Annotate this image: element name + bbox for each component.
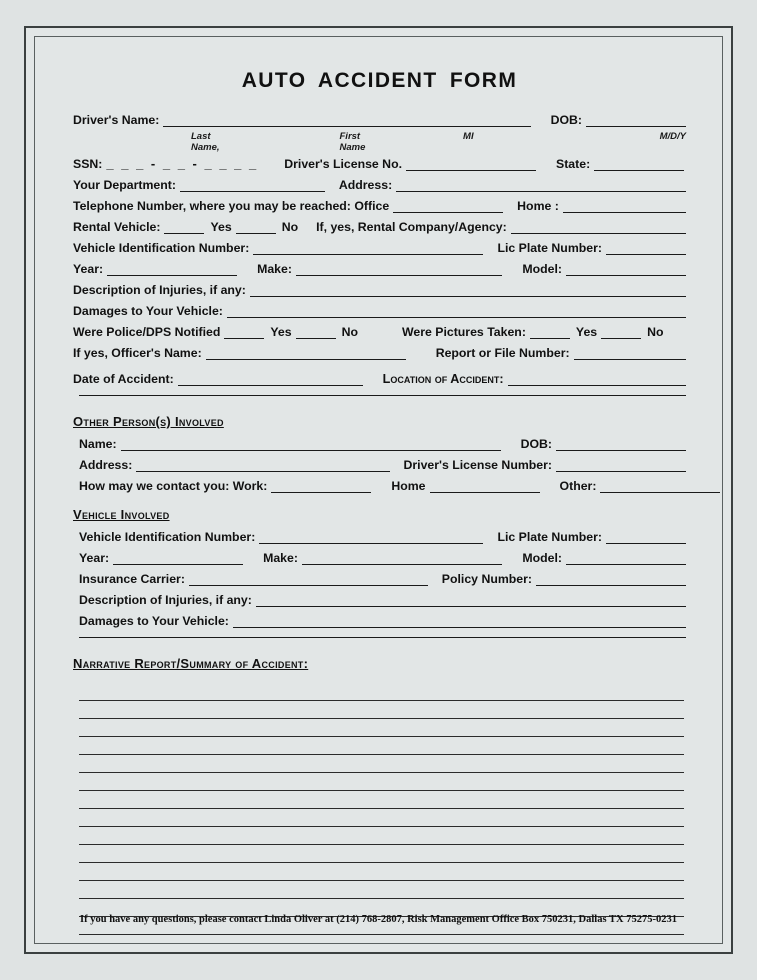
- date-of-accident-label: Date of Accident:: [73, 372, 174, 386]
- year-input[interactable]: [107, 262, 237, 276]
- row-police-pictures: [73, 325, 686, 339]
- rental-yes-checkbox[interactable]: [164, 220, 204, 234]
- lic-plate-input[interactable]: [606, 241, 686, 255]
- sublabel-last-name: Last Name,: [191, 131, 220, 153]
- drivers-license-label: Driver's License No.: [284, 157, 402, 171]
- sublabel-mi: MI: [463, 131, 474, 142]
- other-name-label: Name:: [79, 437, 117, 451]
- narrative-line[interactable]: [79, 755, 684, 773]
- involved-lic-plate-input[interactable]: [606, 530, 686, 544]
- address-label: Address:: [338, 178, 393, 192]
- state-label: State:: [556, 157, 591, 171]
- ssn-input[interactable]: _ _ _ - _ _ - _ _ _ _: [106, 156, 259, 171]
- office-phone-input[interactable]: [393, 199, 503, 213]
- pictures-no-checkbox[interactable]: [601, 325, 641, 339]
- involved-vin-label: Vehicle Identification Number:: [79, 530, 256, 544]
- other-license-input[interactable]: [556, 458, 686, 472]
- pictures-yes-label: Yes: [575, 325, 598, 339]
- row-injuries: [73, 283, 686, 297]
- involved-model-label: Model:: [522, 551, 562, 565]
- involved-injuries-input[interactable]: [256, 593, 686, 607]
- police-no-label: No: [341, 325, 358, 339]
- police-yes-checkbox[interactable]: [224, 325, 264, 339]
- other-contact-label: How may we contact you: Work:: [79, 479, 268, 493]
- date-of-accident-input[interactable]: [178, 372, 363, 386]
- other-home-phone-input[interactable]: [430, 479, 540, 493]
- other-other-label: Other:: [559, 479, 597, 493]
- drivers-name-label: Driver's Name:: [73, 113, 160, 127]
- other-name-input[interactable]: [121, 437, 501, 451]
- police-yes-label: Yes: [270, 325, 292, 339]
- location-of-accident-label: Location of Accident:: [382, 372, 504, 386]
- involved-injuries-label: Description of Injuries, if any:: [79, 593, 252, 607]
- section-vehicle-involved-heading: Vehicle Involved: [73, 507, 170, 522]
- rental-yes-label: Yes: [210, 220, 232, 234]
- rental-no-label: No: [281, 220, 299, 234]
- row-involved-damages: [79, 614, 686, 628]
- footer-contact-note: If you have any questions, please contact Linda Oliver at (214) 768-2807, Risk Management Office Box 750231, Dallas TX 75275-0231: [80, 914, 677, 925]
- officer-name-label: If yes, Officer's Name:: [73, 346, 202, 360]
- row-damages: [73, 304, 686, 318]
- location-of-accident-input[interactable]: [508, 372, 686, 386]
- make-input[interactable]: [296, 262, 502, 276]
- narrative-line[interactable]: [79, 863, 684, 881]
- form-page-inner: [34, 36, 723, 944]
- damages-input[interactable]: [227, 304, 686, 318]
- location-of-accident-continuation[interactable]: [79, 395, 686, 396]
- address-input[interactable]: [396, 178, 686, 192]
- rental-no-checkbox[interactable]: [236, 220, 276, 234]
- vin-label: Vehicle Identification Number:: [73, 241, 250, 255]
- row-telephone: [73, 199, 686, 213]
- involved-damages-label: Damages to Your Vehicle:: [79, 614, 229, 628]
- section-narrative-heading: Narrative Report/Summary of Accident:: [73, 656, 309, 671]
- home-phone-label: Home :: [517, 199, 559, 213]
- pictures-yes-checkbox[interactable]: [530, 325, 570, 339]
- other-dob-label: DOB:: [520, 437, 552, 451]
- report-number-label: Report or File Number:: [435, 346, 570, 360]
- narrative-line[interactable]: [79, 701, 684, 719]
- rental-vehicle-label: Rental Vehicle:: [73, 220, 161, 234]
- year-label: Year:: [73, 262, 104, 276]
- insurance-carrier-input[interactable]: [189, 572, 428, 586]
- policy-number-label: Policy Number:: [441, 572, 532, 586]
- lic-plate-label: Lic Plate Number:: [497, 241, 602, 255]
- damages-label: Damages to Your Vehicle:: [73, 304, 223, 318]
- insurance-carrier-label: Insurance Carrier:: [79, 572, 185, 586]
- row-year-make-model: [73, 262, 686, 276]
- ssn-label: SSN:: [73, 157, 103, 171]
- drivers-name-input[interactable]: [163, 113, 530, 127]
- narrative-line[interactable]: [79, 683, 684, 701]
- rental-company-label: If, yes, Rental Company/Agency:: [316, 220, 507, 234]
- narrative-line[interactable]: [79, 809, 684, 827]
- sublabel-first-name: First Name: [339, 131, 366, 153]
- row-drivers-name: [73, 113, 686, 127]
- department-label: Your Department:: [73, 178, 176, 192]
- row-involved-injuries: [79, 593, 686, 607]
- model-input[interactable]: [566, 262, 686, 276]
- form-page: [24, 26, 733, 954]
- narrative-line[interactable]: [79, 791, 684, 809]
- other-dob-input[interactable]: [556, 437, 686, 451]
- row-involved-vin: [79, 530, 686, 544]
- dob-input[interactable]: [586, 113, 686, 127]
- rental-company-input[interactable]: [511, 220, 686, 234]
- pictures-taken-label: Were Pictures Taken:: [401, 325, 526, 339]
- police-no-checkbox[interactable]: [296, 325, 336, 339]
- dob-label: DOB:: [550, 113, 582, 127]
- row-involved-year-make-model: [79, 551, 686, 565]
- department-input[interactable]: [180, 178, 325, 192]
- state-input[interactable]: [594, 157, 684, 171]
- report-number-input[interactable]: [574, 346, 686, 360]
- narrative-line[interactable]: [79, 845, 684, 863]
- row-ssn: [73, 156, 686, 171]
- narrative-lines: [73, 683, 686, 935]
- involved-make-input[interactable]: [302, 551, 502, 565]
- narrative-line[interactable]: [79, 827, 684, 845]
- page-title: AUTO ACCIDENT FORM: [241, 69, 518, 92]
- row-vin: [73, 241, 686, 255]
- injuries-input[interactable]: [250, 283, 686, 297]
- other-address-label: Address:: [79, 458, 133, 472]
- model-label: Model:: [522, 262, 562, 276]
- row-other-name: [79, 437, 686, 451]
- row-department: [73, 178, 686, 192]
- drivers-license-input[interactable]: [406, 157, 536, 171]
- row-insurance: [79, 572, 686, 586]
- row-other-contact: [79, 479, 686, 493]
- other-address-input[interactable]: [136, 458, 389, 472]
- other-other-phone-input[interactable]: [600, 479, 720, 493]
- other-license-label: Driver's License Number:: [403, 458, 552, 472]
- section-other-persons-heading: Other Person(s) Involved: [73, 414, 224, 429]
- row-officer-report: [73, 346, 686, 360]
- police-notified-label: Were Police/DPS Notified: [73, 325, 221, 339]
- officer-name-input[interactable]: [206, 346, 406, 360]
- row-rental-vehicle: [73, 220, 686, 234]
- sublabel-mdy: M/D/Y: [659, 131, 686, 142]
- other-home-label: Home: [391, 479, 426, 493]
- narrative-line[interactable]: [79, 881, 684, 899]
- involved-model-input[interactable]: [566, 551, 686, 565]
- narrative-line[interactable]: [79, 737, 684, 755]
- vin-input[interactable]: [253, 241, 483, 255]
- involved-year-input[interactable]: [113, 551, 243, 565]
- involved-vin-input[interactable]: [259, 530, 483, 544]
- row-other-address: [79, 458, 686, 472]
- other-work-phone-input[interactable]: [271, 479, 371, 493]
- involved-damages-input[interactable]: [233, 614, 686, 628]
- row-date-location: [73, 372, 686, 386]
- make-label: Make:: [257, 262, 292, 276]
- policy-number-input[interactable]: [536, 572, 686, 586]
- involved-year-label: Year:: [79, 551, 110, 565]
- involved-damages-continuation[interactable]: [79, 637, 686, 638]
- name-sublabels: [73, 131, 686, 153]
- injuries-label: Description of Injuries, if any:: [73, 283, 246, 297]
- telephone-label: Telephone Number, where you may be reached: Office: [73, 199, 390, 213]
- involved-make-label: Make:: [263, 551, 298, 565]
- narrative-line[interactable]: [79, 773, 684, 791]
- home-phone-input[interactable]: [563, 199, 686, 213]
- pictures-no-label: No: [647, 325, 664, 339]
- narrative-line[interactable]: [79, 719, 684, 737]
- involved-lic-plate-label: Lic Plate Number:: [497, 530, 602, 544]
